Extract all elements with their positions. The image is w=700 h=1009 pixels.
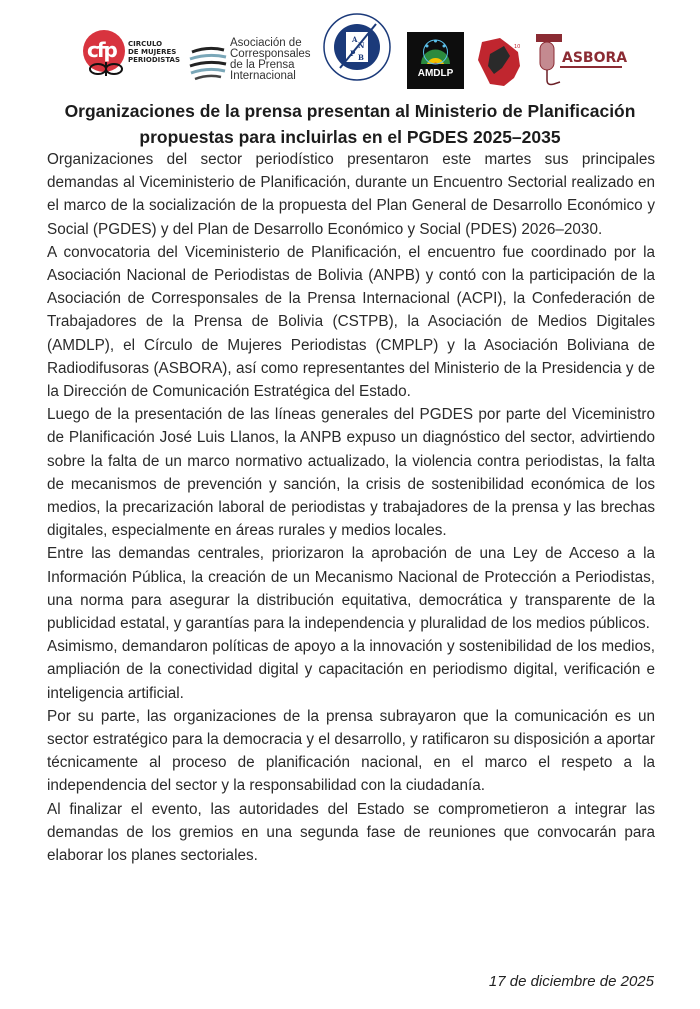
amdlp-logo — [407, 32, 464, 89]
article-paragraph: Entre las demandas centrales, priorizaron la aprobación de una Ley de Acceso a la Información Pública, la creación de un Mecanismo Nacional de Protección a Periodistas, una norma para asegurar la distribución equitativa, democrática y transparente de la publicidad estatal, y garantías para la independencia y pluralidad de los medios públicos. — [47, 545, 655, 633]
article-paragraph: Asimismo, demandaron políticas de apoyo a la innovación y sostenibilidad de los medios, ampliación de la conectividad digital y capacitación en periodismo digital, verificación e inteligencia artificial. — [47, 638, 655, 702]
asbora-label: ASBORA — [562, 50, 628, 66]
article-paragraph: A convocatoria del Viceministerio de Planificación, el encuentro fue coordinado por la Asociación Nacional de Periodistas de Bolivia (ANPB) y contó con la participación de la Asociación de Corresponsales de la Prensa Internacional (ACPI), la Confederación de Trabajadores de la Prensa de Bolivia (CSTPB), la Asociación de Medios Digitales (AMDLP), el Círculo de Mujeres Periodistas (CMPLP) y la Asociación Boliviana de Radiodifusoras (ASBORA), así como representantes del Ministerio de la Presidencia y de la Dirección de Comunicación Estratégica del Estado. — [47, 243, 655, 401]
svg-text:B: B — [358, 53, 364, 62]
globe-swoosh-icon — [188, 44, 228, 82]
article-paragraph: Al finalizar el evento, las autoridades del Estado se comprometieron a integrar las demandas de los gremios en una segunda fase de reuniones que convocarán para elaborar los planes sectoriales. — [47, 800, 655, 865]
cmp-line: PERIODISTAS — [128, 56, 181, 64]
svg-text:A: A — [352, 35, 358, 44]
logo-strip — [0, 10, 700, 85]
cmp-line: CIRCULO — [128, 40, 163, 48]
article-title: Organizaciones de la prensa presentan al Ministerio de Planificación propuestas para incluirlas en el PGDES 2025–2035 — [64, 101, 636, 147]
acpi-line: Asociación de — [230, 37, 302, 49]
scissors-icon — [89, 62, 123, 76]
cmp-logo — [83, 28, 183, 78]
asbora-logo — [534, 30, 628, 90]
svg-text:10: 10 — [514, 44, 521, 50]
microphone-icon — [534, 30, 564, 90]
amdlp-label: AMDLP — [417, 68, 454, 79]
acpi-logo — [188, 24, 328, 88]
cmp-line: DE MUJERES — [128, 48, 177, 56]
cmp-monogram-icon: cfp — [87, 38, 116, 62]
acpi-line: Corresponsales — [230, 48, 311, 60]
acpi-line: de la Prensa — [230, 59, 295, 71]
anpb-seal-icon — [322, 12, 392, 82]
asbora-underline — [560, 66, 622, 68]
article-date: 17 de diciembre de 2025 — [488, 973, 654, 990]
article-paragraph: Organizaciones del sector periodístico presentaron este martes sus principales demandas al Viceministerio de Planificación, durante un Encuentro Sectorial realizado en el marco de la socialización de la propuesta del Plan General de Desarrollo Económico y Social (PGDES) y del Plan de Desarrollo Económico y Social (PDES) 2026–2030. — [47, 151, 655, 238]
svg-text:P: P — [350, 49, 356, 58]
bolivia-map-icon — [474, 34, 526, 90]
cmp-logo-text — [128, 40, 180, 64]
article-paragraph: Por su parte, las organizaciones de la prensa subrayaron que la comunicación es un sector estratégico para la democracia y el desarrollo, y ratificaron su disposición a aportar técnicamente al proceso de planificación nacional, en el marco el respeto a la independencia del sector y la responsabilidad con la ciudadanía. — [47, 707, 655, 795]
acpi-logo-text — [230, 38, 311, 82]
acpi-line: Internacional — [230, 70, 296, 82]
svg-text:N: N — [358, 41, 365, 50]
article-paragraph: Luego de la presentación de las líneas generales del PGDES por parte del Viceministro de Planificación José Luis Llanos, la ANPB expuso un diagnóstico del sector, advirtiendo sobre la falta de un marco normativo actualizado, la violencia contra periodistas, la falta de mecanismos de prevención y sanción, la crisis de sostenibilidad económica de los medios, la precarización laboral de periodistas y trabajadores de la prensa y las brechas digitales, especialmente en áreas rurales y medios locales. — [47, 406, 655, 540]
article-body — [47, 148, 655, 867]
